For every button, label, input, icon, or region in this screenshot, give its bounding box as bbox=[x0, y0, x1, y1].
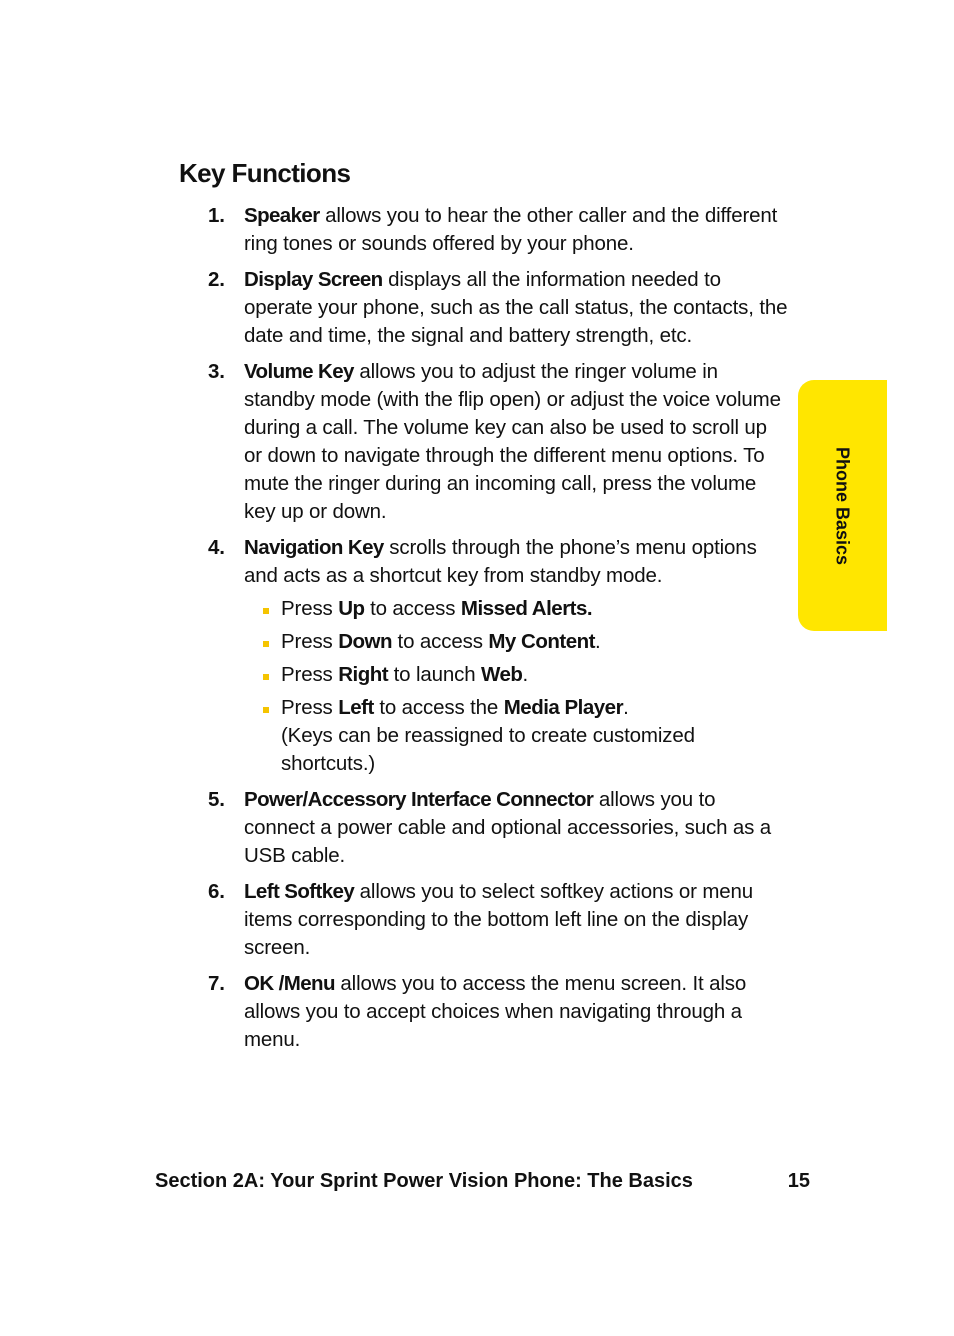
list-item-power-connector bbox=[208, 786, 790, 870]
item-term: Volume Key bbox=[244, 360, 354, 383]
bullet-left bbox=[244, 694, 790, 778]
key-functions-list bbox=[208, 202, 790, 1062]
item-term: Power/Accessory Interface Connector bbox=[244, 788, 594, 811]
item-term: Navigation Key bbox=[244, 536, 384, 559]
bullet-right bbox=[244, 661, 790, 689]
bullet-text: to access bbox=[392, 630, 489, 653]
item-term: Left Softkey bbox=[244, 880, 355, 903]
bullet-text: Press bbox=[281, 663, 339, 686]
item-term: OK /Menu bbox=[244, 972, 335, 995]
item-text: allows you to adjust the ringer volume in standby mode (with the flip open) or adjust the voice volume during a call. The volume key can also be used to scroll up or down to navigate through the different menu options. To mute the ringer during an incoming call, press the volume key up or down. bbox=[244, 360, 781, 523]
item-text: allows you to connect a power cable and optional accessories, such as a USB cable. bbox=[244, 788, 772, 867]
bullet-text: Press bbox=[281, 696, 339, 719]
item-term: Display Screen bbox=[244, 268, 383, 291]
bullet-text: to access bbox=[364, 597, 461, 620]
item-number: 7. bbox=[208, 972, 225, 995]
list-item-volume-key bbox=[208, 358, 790, 526]
bullet-text: . bbox=[594, 630, 601, 653]
bullet-target: My Content bbox=[488, 630, 595, 653]
section-side-tab bbox=[798, 380, 887, 631]
item-text: displays all the information needed to operate your phone, such as the call status, the contacts, the date and time, the signal and battery strength, etc. bbox=[244, 268, 788, 347]
item-number: 1. bbox=[208, 204, 225, 227]
page-number: 15 bbox=[787, 1170, 810, 1192]
item-text: allows you to select softkey actions or menu items corresponding to the bottom left line on the display screen. bbox=[244, 880, 754, 959]
item-text: scrolls through the phone’s menu options and acts as a shortcut key from standby mode. bbox=[244, 536, 757, 587]
item-number: 4. bbox=[208, 536, 225, 559]
page-footer bbox=[155, 1170, 810, 1193]
bullet-text: to launch bbox=[388, 663, 482, 686]
side-tab-label: Phone Basics bbox=[832, 446, 853, 566]
navigation-bullets bbox=[244, 595, 790, 778]
item-text: allows you to hear the other caller and the different ring tones or sounds offered by your phone. bbox=[244, 204, 778, 255]
list-item-ok-menu bbox=[208, 970, 790, 1054]
bullet-target: Web bbox=[481, 663, 523, 686]
bullet-down bbox=[244, 628, 790, 656]
bullet-key: Up bbox=[338, 597, 365, 620]
item-number: 5. bbox=[208, 788, 225, 811]
navigation-note: (Keys can be reassigned to create customized shortcuts.) bbox=[281, 724, 695, 775]
bullet-text: Press bbox=[281, 630, 339, 653]
page-heading: Key Functions bbox=[179, 158, 351, 188]
list-item-navigation-key bbox=[208, 534, 790, 778]
footer-section-title: Section 2A: Your Sprint Power Vision Phone: The Basics bbox=[155, 1170, 693, 1192]
item-number: 3. bbox=[208, 360, 225, 383]
bullet-key: Left bbox=[338, 696, 374, 719]
item-text: allows you to access the menu screen. It also allows you to accept choices when navigating through a menu. bbox=[244, 972, 747, 1051]
item-number: 2. bbox=[208, 268, 225, 291]
list-item-speaker bbox=[208, 202, 790, 258]
bullet-target: Media Player bbox=[503, 696, 624, 719]
bullet-text: . bbox=[522, 663, 528, 686]
item-number: 6. bbox=[208, 880, 225, 903]
square-bullet-icon bbox=[263, 641, 269, 647]
square-bullet-icon bbox=[263, 674, 269, 680]
bullet-text: Press bbox=[281, 597, 339, 620]
bullet-target: Missed Alerts. bbox=[460, 597, 593, 620]
list-item-left-softkey bbox=[208, 878, 790, 962]
bullet-key: Down bbox=[338, 630, 392, 653]
square-bullet-icon bbox=[263, 707, 269, 713]
bullet-up bbox=[244, 595, 790, 623]
bullet-text: to access the bbox=[373, 696, 504, 719]
item-term: Speaker bbox=[244, 204, 320, 227]
bullet-key: Right bbox=[338, 663, 389, 686]
bullet-text: . bbox=[623, 696, 629, 719]
square-bullet-icon bbox=[263, 608, 269, 614]
list-item-display-screen bbox=[208, 266, 790, 350]
